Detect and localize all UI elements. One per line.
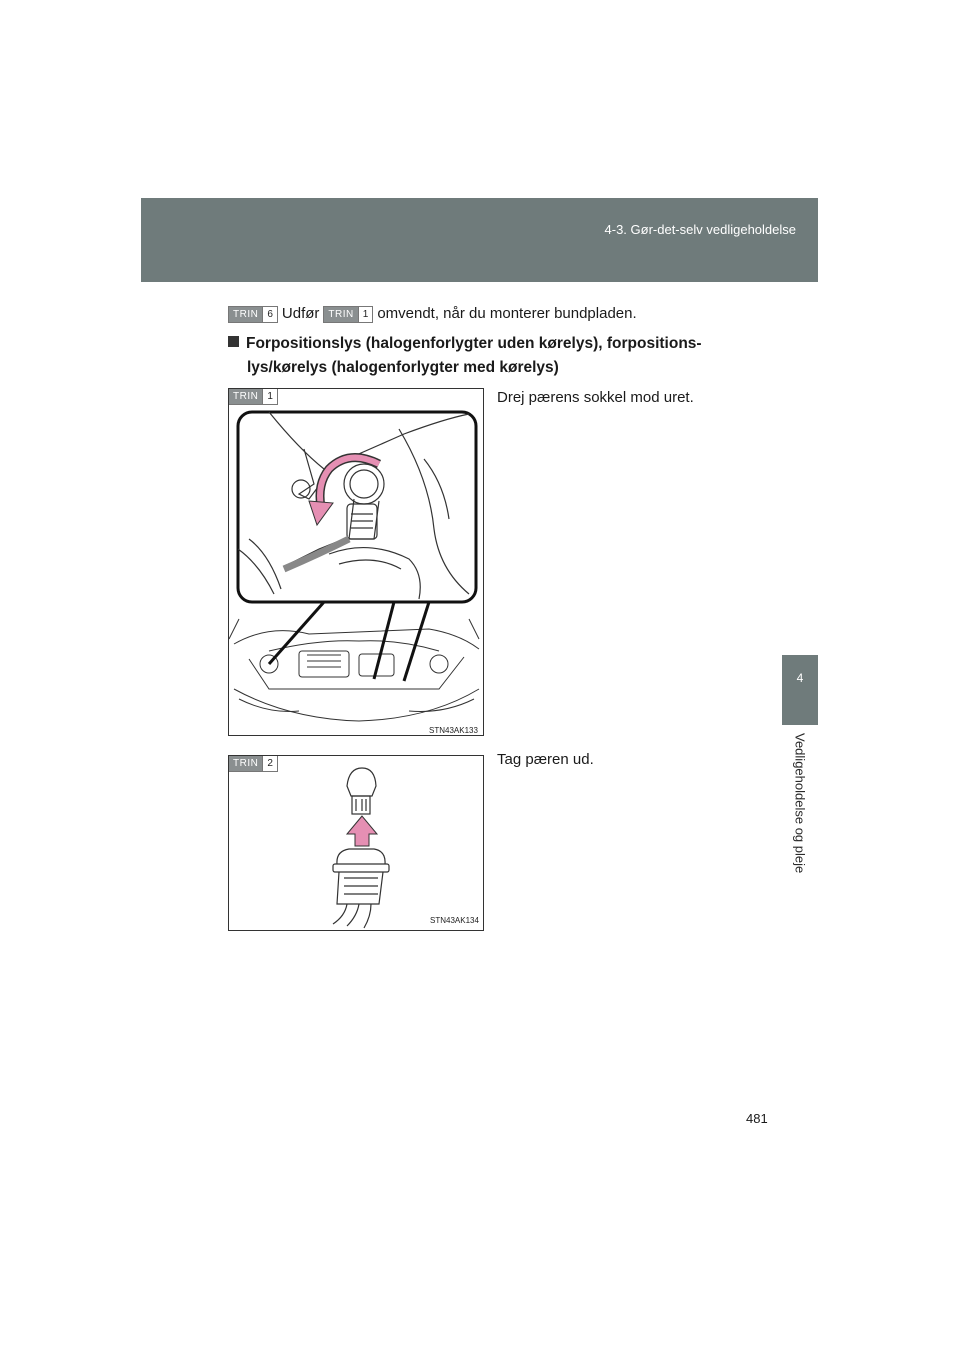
trin-badge: TRIN 2: [229, 756, 278, 772]
bulb-removal-illustration: [229, 756, 483, 930]
step-text: omvendt, når du monterer bundpladen.: [377, 305, 637, 322]
step-text: Udfør: [281, 305, 320, 322]
instruction-step-1: Drej pærens sokkel mod uret.: [497, 389, 694, 406]
figure-code: STN43AK133: [429, 726, 478, 735]
trin-badge: TRIN 6: [228, 306, 278, 323]
header-band: [141, 198, 818, 282]
figure-step-2: [228, 755, 484, 931]
trin-badge: TRIN 1: [229, 389, 278, 405]
chapter-tab-title: [782, 725, 818, 900]
trin-badge: TRIN 1: [323, 306, 373, 323]
chapter-title-text: Vedligeholdelse og pleje: [792, 733, 808, 874]
page-number: 481: [746, 1111, 768, 1126]
figure-code: STN43AK134: [430, 916, 479, 925]
engine-bay-illustration: [229, 389, 483, 735]
section-title: 4-3. Gør-det-selv vedligeholdelse: [604, 222, 796, 237]
figure-step-1: [228, 388, 484, 736]
chapter-tab-number: 4: [782, 655, 818, 725]
section-heading: Forpositionslys (halogenforlygter uden kørelys), forpositions- lys/kørelys (halogenforlygter med kørelys): [228, 332, 768, 380]
step-reference-line: [228, 305, 641, 323]
bullet-square-icon: [228, 336, 239, 347]
instruction-step-2: Tag pæren ud.: [497, 751, 594, 768]
